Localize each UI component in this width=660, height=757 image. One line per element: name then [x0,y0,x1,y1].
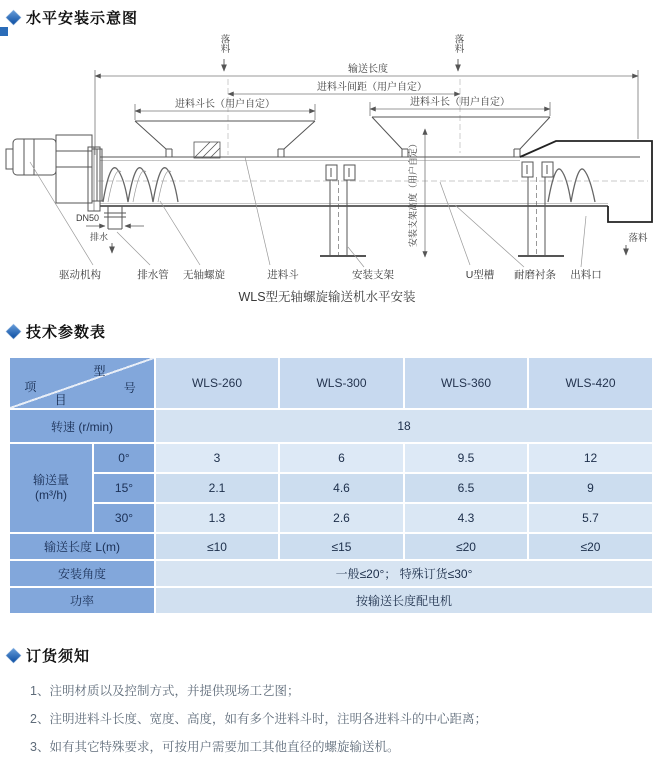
drop-in-annotations [219,33,465,71]
feed-hopper-left [135,121,315,157]
drain-label: 排水 [90,232,109,242]
capacity-value: 3 [155,443,279,473]
length-value: ≤20 [528,533,653,560]
speed-value: 18 [155,409,653,443]
capacity-value: 5.7 [528,503,653,533]
part-label-drive: 驱动机构 [59,269,101,281]
ordering-note: 1、注明材质以及控制方式，并提供现场工艺图； [30,684,300,698]
power-value: 按输送长度配电机 [155,587,653,614]
section-title-parameters [8,321,106,342]
model-header: WLS-260 [155,357,279,409]
part-label-hopper: 进料斗 [267,269,299,281]
u-trough [88,147,640,211]
angle-label: 0° [93,443,155,473]
row-label-power: 功率 [9,587,155,614]
dim-total-length-label: 输送长度 [348,64,388,75]
capacity-value: 6 [279,443,404,473]
gearbox [56,135,92,203]
model-header: WLS-300 [279,357,404,409]
corner-item-char-1: 项 [24,380,37,394]
capacity-value: 9 [528,473,653,503]
diamond-bullet-icon [6,324,22,340]
length-value: ≤15 [279,533,404,560]
corner-model-char-1: 型 [93,364,106,378]
parameters-table-wrap [8,356,652,615]
capacity-value: 12 [528,443,653,473]
ordering-notes [30,677,650,757]
model-header: WLS-420 [528,357,653,409]
part-label-spiral: 无轴螺旋 [183,269,225,281]
install-angle-value: 一般≤20°； 特殊订货≤30° [155,560,653,587]
capacity-value: 4.3 [404,503,528,533]
row-label-length: 输送长度 L(m) [9,533,155,560]
installation-diagram [0,29,660,319]
capacity-label: 输送量 [32,473,69,487]
support-leg-1 [320,165,366,256]
drain-pipe [104,206,126,229]
motor-end-cap [6,149,13,169]
angle-label: 30° [93,503,155,533]
part-label-outlet: 出料口 [570,269,602,281]
ordering-note: 3、如有其它特殊要求，可按用户需要加工其他直径的螺旋输送机。 [30,740,400,754]
dim-support-height-label: 安装支架高度（用户自定） [408,138,418,248]
model-header: WLS-360 [404,357,528,409]
drop-in-left-label: 落料 [218,34,230,53]
row-label-install-angle: 安装角度 [9,560,155,587]
capacity-value: 2.1 [155,473,279,503]
diamond-bullet-icon [6,648,22,664]
parameters-table [8,356,654,615]
part-label-liner: 耐磨衬条 [514,269,556,281]
part-label-support: 安装支架 [352,269,394,281]
capacity-value: 2.6 [279,503,404,533]
section-title-ordering [8,645,90,666]
section-title-installation [8,7,138,28]
capacity-value: 6.5 [404,473,528,503]
corner-model-char-2: 号 [123,381,136,395]
shaftless-spiral-right [548,169,595,202]
length-value: ≤10 [155,533,279,560]
diamond-bullet-icon [6,10,22,26]
row-label-capacity [9,443,93,533]
capacity-unit: (m³/h) [35,488,67,502]
diagram-caption: WLS型无轴螺旋输送机水平安装 [238,290,416,304]
corner-cell [9,357,155,409]
mounting-bracket-hatch [194,142,220,158]
row-label-speed: 转速 (r/min) [9,409,155,443]
capacity-value: 1.3 [155,503,279,533]
discharge-outlet [520,141,652,222]
dim-hopper-spacing-label: 进料斗间距（用户自定） [317,82,427,93]
part-labels [59,268,602,281]
leader-lines [30,157,586,267]
capacity-value: 4.6 [279,473,404,503]
length-value: ≤20 [404,533,528,560]
section-title-text: 技术参数表 [26,324,107,341]
feed-hopper-right [372,117,550,157]
corner-item-char-2: 目 [54,393,67,407]
capacity-value: 9.5 [404,443,528,473]
dim-drain-size-label: DN50 [76,213,100,223]
section-title-text: 水平安装示意图 [26,10,139,27]
drop-out-label: 落料 [628,233,648,244]
angle-label: 15° [93,473,155,503]
section-title-text: 订货须知 [26,648,91,665]
part-label-drainpipe: 排水管 [137,269,169,281]
dim-hopper-length-right-label: 进料斗长（用户自定） [410,97,510,108]
ordering-note: 2、注明进料斗长度、宽度、高度，如有多个进料斗时，注明各进料斗的中心距离； [30,712,487,726]
shaftless-spiral-left-detail [108,171,171,202]
support-leg-2 [518,162,564,256]
dim-hopper-length-left-label: 进料斗长（用户自定） [175,99,275,110]
drop-in-right-label: 落料 [452,34,464,53]
part-label-trough: U型槽 [465,269,495,281]
